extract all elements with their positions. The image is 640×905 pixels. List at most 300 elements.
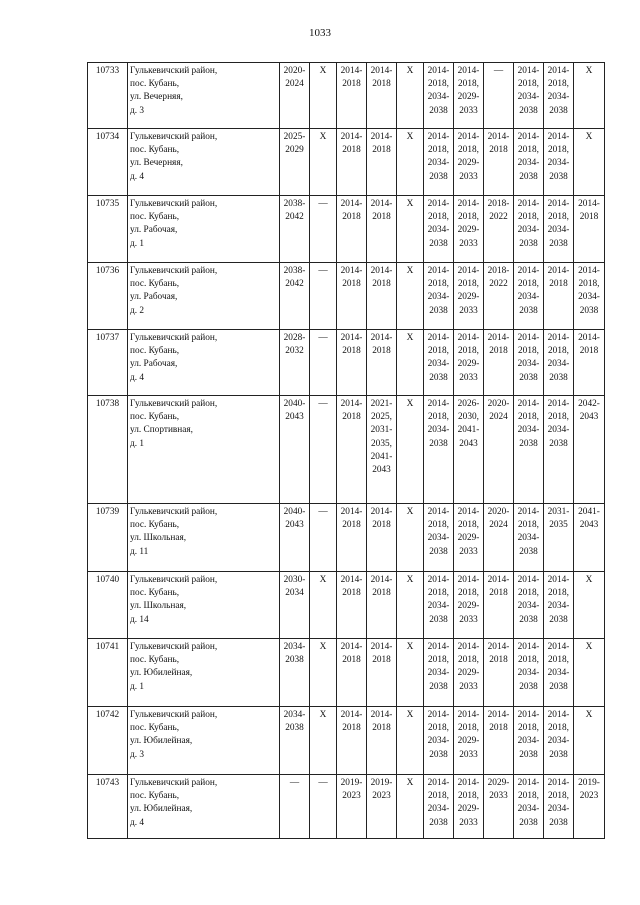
- cell-line: 2038: [519, 238, 538, 249]
- period-cell: [574, 129, 605, 196]
- cell-line: X: [406, 575, 414, 585]
- period-cell: [574, 639, 605, 707]
- cell-line: X: [585, 132, 593, 142]
- cell-line: 2042-: [578, 399, 600, 409]
- period-cell: [424, 129, 454, 196]
- cell-line: X: [406, 199, 414, 209]
- address-cell: [128, 504, 280, 572]
- period-cell: [484, 263, 514, 330]
- address-line: ул. Вечерняя,: [130, 92, 183, 103]
- period-cell: [280, 330, 310, 396]
- cell-line: —: [318, 199, 328, 209]
- cell-line: 2030-: [283, 575, 306, 585]
- cell-line: 2033: [489, 791, 508, 802]
- cell-line: 2014-: [370, 507, 393, 517]
- period-cell: [397, 330, 424, 396]
- cell-line: 2026-: [457, 399, 480, 409]
- cell-line: 2018-: [487, 199, 510, 209]
- period-cell: [574, 196, 605, 263]
- cell-line: 2040-: [283, 399, 306, 409]
- row-number: 10741: [88, 639, 128, 707]
- cell-line: 2034-: [517, 92, 540, 103]
- cell-line: X: [319, 132, 327, 142]
- cell-line: 2040-: [283, 507, 306, 517]
- address-line: пос. Кубань,: [130, 79, 180, 90]
- period-cell: [454, 396, 484, 504]
- address-line: пос. Кубань,: [130, 655, 180, 666]
- cell-line: 2034-: [427, 425, 450, 436]
- period-cell: [310, 330, 337, 396]
- period-cell: [574, 775, 605, 839]
- cell-line: 2018: [549, 279, 568, 290]
- period-cell: [544, 504, 574, 572]
- cell-line: 2018: [489, 655, 508, 666]
- address-cell: [128, 330, 280, 396]
- cell-line: 2018,: [428, 346, 449, 357]
- cell-line: X: [406, 333, 414, 343]
- cell-line: —: [318, 778, 328, 788]
- cell-line: 2038: [429, 817, 448, 828]
- period-cell: [484, 129, 514, 196]
- cell-line: 2038: [579, 305, 599, 316]
- period-cell: [397, 263, 424, 330]
- cell-line: 2014-: [487, 575, 510, 585]
- period-cell: [544, 196, 574, 263]
- cell-line: 2043: [285, 412, 304, 423]
- cell-line: 2018,: [518, 79, 539, 90]
- cell-line: 2018: [489, 346, 508, 357]
- period-cell: [397, 572, 424, 639]
- cell-line: 2034-: [547, 601, 570, 612]
- cell-line: 2014-: [340, 710, 363, 720]
- row-number: 10738: [88, 396, 128, 504]
- cell-line: 2018: [342, 145, 361, 156]
- period-cell: [367, 572, 397, 639]
- cell-line: 2018,: [518, 412, 539, 423]
- cell-line: 2034-: [427, 225, 450, 236]
- period-cell: [454, 63, 484, 129]
- cell-line: 2038: [549, 238, 568, 249]
- table-row: [88, 504, 605, 572]
- cell-line: 2034-: [517, 533, 540, 544]
- cell-line: 2014-: [457, 778, 480, 788]
- period-cell: [310, 63, 337, 129]
- cell-line: 2034-: [517, 225, 540, 236]
- period-cell: [484, 572, 514, 639]
- cell-line: 2019-: [370, 778, 393, 788]
- period-cell: [367, 263, 397, 330]
- address-cell: [128, 396, 280, 504]
- cell-line: 2018,: [458, 145, 479, 156]
- cell-line: 2020-: [487, 507, 510, 517]
- period-cell: [454, 330, 484, 396]
- cell-line: 2038: [429, 305, 448, 316]
- cell-line: 2018: [342, 655, 361, 666]
- cell-line: 2018,: [518, 723, 539, 734]
- cell-line: 2018: [342, 279, 361, 290]
- cell-line: 2038: [549, 749, 568, 760]
- cell-line: 2014-: [427, 66, 450, 76]
- period-cell: [454, 129, 484, 196]
- cell-line: 2038: [429, 749, 448, 760]
- period-cell: [280, 63, 310, 129]
- period-cell: [514, 707, 544, 775]
- cell-line: 2014-: [370, 66, 393, 76]
- cell-line: 2014-: [578, 333, 600, 343]
- address-line: пос. Кубань,: [130, 723, 180, 734]
- period-cell: [424, 775, 454, 839]
- cell-line: 2024: [489, 412, 508, 423]
- period-cell: [337, 396, 367, 504]
- period-cell: [454, 196, 484, 263]
- cell-line: 2029-: [457, 292, 480, 303]
- row-number: 10739: [88, 504, 128, 572]
- address-line: пос. Кубань,: [130, 588, 180, 599]
- address-line: д. 4: [130, 817, 145, 828]
- period-cell: [574, 396, 605, 504]
- address-line: д. 1: [130, 681, 145, 692]
- address-line: пос. Кубань,: [130, 279, 180, 290]
- cell-line: 2018: [372, 346, 391, 357]
- cell-line: 2014-: [487, 333, 510, 343]
- table-row: [88, 129, 605, 196]
- period-cell: [484, 396, 514, 504]
- address-line: ул. Вечерняя,: [130, 158, 183, 169]
- period-cell: [337, 330, 367, 396]
- cell-line: 2038: [519, 614, 538, 625]
- cell-line: 2038-: [283, 266, 306, 276]
- cell-line: 2033: [459, 614, 478, 625]
- cell-line: 2018,: [458, 723, 479, 734]
- cell-line: 2014-: [547, 333, 570, 343]
- cell-line: 2038: [519, 438, 538, 449]
- cell-line: 2034-: [517, 359, 540, 370]
- address-line: ул. Юбилейная,: [130, 668, 193, 679]
- address-cell: [128, 707, 280, 775]
- cell-line: 2034-: [427, 158, 450, 169]
- cell-line: 2014-: [427, 507, 450, 517]
- period-cell: [424, 263, 454, 330]
- cell-line: 2023: [342, 791, 361, 802]
- cell-line: 2018,: [428, 791, 449, 802]
- period-cell: [310, 639, 337, 707]
- cell-line: 2018,: [458, 791, 479, 802]
- cell-line: 2014-: [340, 507, 363, 517]
- cell-line: 2029-: [457, 601, 480, 612]
- cell-line: 2029-: [457, 92, 480, 103]
- period-cell: [484, 504, 514, 572]
- cell-line: 2034-: [427, 359, 450, 370]
- period-cell: [280, 707, 310, 775]
- cell-line: 2014-: [517, 778, 540, 788]
- period-cell: [544, 572, 574, 639]
- cell-line: X: [585, 710, 593, 720]
- address-line: д. 3: [130, 749, 145, 760]
- address-line: д. 4: [130, 372, 145, 383]
- cell-line: 2018: [579, 212, 599, 223]
- cell-line: 2034-: [517, 158, 540, 169]
- period-cell: [337, 707, 367, 775]
- cell-line: 2028-: [283, 333, 306, 343]
- period-cell: [514, 775, 544, 839]
- address-cell: [128, 196, 280, 263]
- address-line: пос. Кубань,: [130, 520, 180, 531]
- cell-line: 2018: [342, 520, 361, 531]
- cell-line: 2014-: [340, 575, 363, 585]
- cell-line: 2034-: [517, 425, 540, 436]
- cell-line: 2034-: [427, 92, 450, 103]
- cell-line: 2038: [549, 438, 568, 449]
- address-line: Гулькевичский район,: [130, 333, 218, 343]
- cell-line: 2038: [549, 171, 568, 182]
- cell-line: 2038: [429, 546, 448, 557]
- cell-line: 2018,: [518, 655, 539, 666]
- cell-line: 2018,: [458, 520, 479, 531]
- cell-line: 2014-: [427, 575, 450, 585]
- cell-line: 2014-: [517, 710, 540, 720]
- row-number: 10743: [88, 775, 128, 839]
- cell-line: 2020-: [283, 66, 306, 76]
- cell-line: 2014-: [457, 199, 480, 209]
- period-cell: [574, 707, 605, 775]
- period-cell: [454, 263, 484, 330]
- address-line: Гулькевичский район,: [130, 710, 218, 720]
- cell-line: 2042: [285, 279, 304, 290]
- period-cell: [337, 504, 367, 572]
- address-line: д. 2: [130, 305, 145, 316]
- cell-line: 2014-: [340, 642, 363, 652]
- period-cell: [514, 263, 544, 330]
- cell-line: 2038: [519, 105, 538, 116]
- row-number: 10734: [88, 129, 128, 196]
- period-cell: [544, 330, 574, 396]
- cell-line: 2038: [285, 655, 304, 666]
- cell-line: 2038: [429, 372, 448, 383]
- cell-line: 2014-: [487, 642, 510, 652]
- period-cell: [514, 639, 544, 707]
- period-cell: [484, 775, 514, 839]
- cell-line: 2025,: [371, 412, 392, 423]
- cell-line: 2018: [489, 588, 508, 599]
- cell-line: 2038: [519, 681, 538, 692]
- period-cell: [280, 639, 310, 707]
- cell-line: 2018,: [548, 412, 569, 423]
- cell-line: 2018,: [518, 588, 539, 599]
- address-line: ул. Юбилейная,: [130, 804, 193, 815]
- cell-line: 2018,: [458, 346, 479, 357]
- table-row: [88, 572, 605, 639]
- cell-line: 2018: [342, 588, 361, 599]
- cell-line: 2034-: [427, 668, 450, 679]
- period-cell: [544, 707, 574, 775]
- period-cell: [544, 63, 574, 129]
- cell-line: 2014-: [547, 575, 570, 585]
- cell-line: 2014-: [547, 132, 570, 142]
- cell-line: 2018: [342, 723, 361, 734]
- period-cell: [454, 504, 484, 572]
- cell-line: 2018,: [548, 588, 569, 599]
- cell-line: 2038: [519, 817, 538, 828]
- cell-line: 2018,: [548, 655, 569, 666]
- address-line: д. 1: [130, 238, 145, 249]
- cell-line: 2014-: [487, 710, 510, 720]
- cell-line: 2038: [519, 546, 538, 557]
- period-cell: [544, 263, 574, 330]
- cell-line: 2043: [579, 412, 599, 423]
- cell-line: 2029: [285, 145, 304, 156]
- cell-line: 2018,: [458, 212, 479, 223]
- cell-line: 2018: [372, 212, 391, 223]
- address-cell: [128, 639, 280, 707]
- address-cell: [128, 63, 280, 129]
- cell-line: 2038: [429, 238, 448, 249]
- cell-line: 2038: [429, 614, 448, 625]
- period-cell: [544, 396, 574, 504]
- cell-line: 2014-: [578, 266, 600, 276]
- cell-line: 2014-: [427, 778, 450, 788]
- cell-line: 2041-: [578, 507, 600, 517]
- cell-line: 2014-: [457, 333, 480, 343]
- cell-line: 2018: [372, 279, 391, 290]
- row-number: 10736: [88, 263, 128, 330]
- cell-line: 2018: [489, 723, 508, 734]
- cell-line: 2038: [285, 723, 304, 734]
- cell-line: 2014-: [370, 199, 393, 209]
- cell-line: X: [585, 642, 593, 652]
- address-line: пос. Кубань,: [130, 145, 180, 156]
- cell-line: 2033: [459, 238, 478, 249]
- address-cell: [128, 775, 280, 839]
- cell-line: X: [406, 66, 414, 76]
- period-cell: [337, 63, 367, 129]
- cell-line: 2031-: [547, 507, 570, 517]
- period-cell: [367, 330, 397, 396]
- cell-line: 2014-: [340, 132, 363, 142]
- cell-line: 2034-: [547, 92, 570, 103]
- period-cell: [367, 504, 397, 572]
- cell-line: 2033: [459, 305, 478, 316]
- cell-line: X: [585, 66, 593, 76]
- cell-line: 2014-: [547, 199, 570, 209]
- period-cell: [514, 572, 544, 639]
- cell-line: 2034-: [578, 292, 600, 303]
- cell-line: 2029-: [457, 158, 480, 169]
- address-line: д. 3: [130, 105, 145, 116]
- period-cell: [310, 129, 337, 196]
- cell-line: 2014-: [457, 266, 480, 276]
- period-cell: [574, 504, 605, 572]
- page-number: 1033: [309, 27, 331, 39]
- cell-line: 2042: [285, 212, 304, 223]
- cell-line: —: [289, 778, 300, 788]
- cell-line: X: [319, 710, 327, 720]
- cell-line: 2041-: [457, 425, 480, 436]
- cell-line: 2014-: [578, 199, 600, 209]
- cell-line: 2018: [489, 145, 508, 156]
- cell-line: 2018: [342, 79, 361, 90]
- period-cell: [280, 572, 310, 639]
- cell-line: 2033: [459, 681, 478, 692]
- cell-line: 2018,: [458, 279, 479, 290]
- period-cell: [310, 775, 337, 839]
- period-cell: [484, 196, 514, 263]
- cell-line: 2014-: [517, 132, 540, 142]
- cell-line: 2018,: [548, 346, 569, 357]
- cell-line: 2029-: [487, 778, 510, 788]
- table-row: [88, 639, 605, 707]
- period-cell: [397, 196, 424, 263]
- cell-line: 2014-: [457, 132, 480, 142]
- cell-line: 2014-: [457, 66, 480, 76]
- row-number: 10735: [88, 196, 128, 263]
- cell-line: 2018,: [548, 723, 569, 734]
- address-line: ул. Рабочая,: [130, 225, 178, 236]
- cell-line: 2019-: [578, 778, 600, 788]
- cell-line: 2034-: [547, 736, 570, 747]
- period-cell: [454, 572, 484, 639]
- cell-line: 2038: [429, 681, 448, 692]
- cell-line: X: [406, 710, 414, 720]
- cell-line: 2014-: [427, 710, 450, 720]
- cell-line: 2014-: [370, 333, 393, 343]
- cell-line: 2018,: [458, 588, 479, 599]
- cell-line: 2014-: [370, 266, 393, 276]
- period-cell: [424, 572, 454, 639]
- period-cell: [514, 396, 544, 504]
- cell-line: 2018: [342, 212, 361, 223]
- cell-line: 2029-: [457, 736, 480, 747]
- period-cell: [337, 572, 367, 639]
- cell-line: X: [585, 575, 593, 585]
- cell-line: —: [493, 66, 504, 76]
- cell-line: 2018,: [518, 145, 539, 156]
- cell-line: 2018: [372, 655, 391, 666]
- address-cell: [128, 263, 280, 330]
- period-cell: [397, 63, 424, 129]
- cell-line: 2038: [429, 438, 448, 449]
- cell-line: 2018,: [518, 212, 539, 223]
- cell-line: 2038: [549, 681, 568, 692]
- address-line: Гулькевичский район,: [130, 778, 218, 788]
- cell-line: 2033: [459, 105, 478, 116]
- cell-line: 2018,: [548, 212, 569, 223]
- cell-line: 2014-: [517, 642, 540, 652]
- period-cell: [484, 63, 514, 129]
- cell-line: 2034-: [547, 359, 570, 370]
- cell-line: X: [406, 399, 414, 409]
- period-cell: [574, 63, 605, 129]
- period-cell: [337, 129, 367, 196]
- period-cell: [514, 504, 544, 572]
- address-line: Гулькевичский район,: [130, 575, 218, 585]
- cell-line: 2014-: [457, 710, 480, 720]
- cell-line: 2038: [519, 305, 538, 316]
- cell-line: 2038: [549, 105, 568, 116]
- cell-line: 2038: [549, 614, 568, 625]
- cell-line: 2014-: [340, 266, 363, 276]
- cell-line: 2033: [459, 749, 478, 760]
- cell-line: 2043: [459, 438, 478, 449]
- address-line: д. 4: [130, 171, 145, 182]
- cell-line: 2029-: [457, 804, 480, 815]
- cell-line: 2014-: [427, 642, 450, 652]
- address-line: ул. Спортивная,: [130, 425, 194, 436]
- cell-line: 2021-: [370, 399, 393, 409]
- cell-line: 2014-: [427, 266, 450, 276]
- cell-line: 2023: [372, 791, 391, 802]
- cell-line: 2034-: [547, 158, 570, 169]
- period-cell: [514, 129, 544, 196]
